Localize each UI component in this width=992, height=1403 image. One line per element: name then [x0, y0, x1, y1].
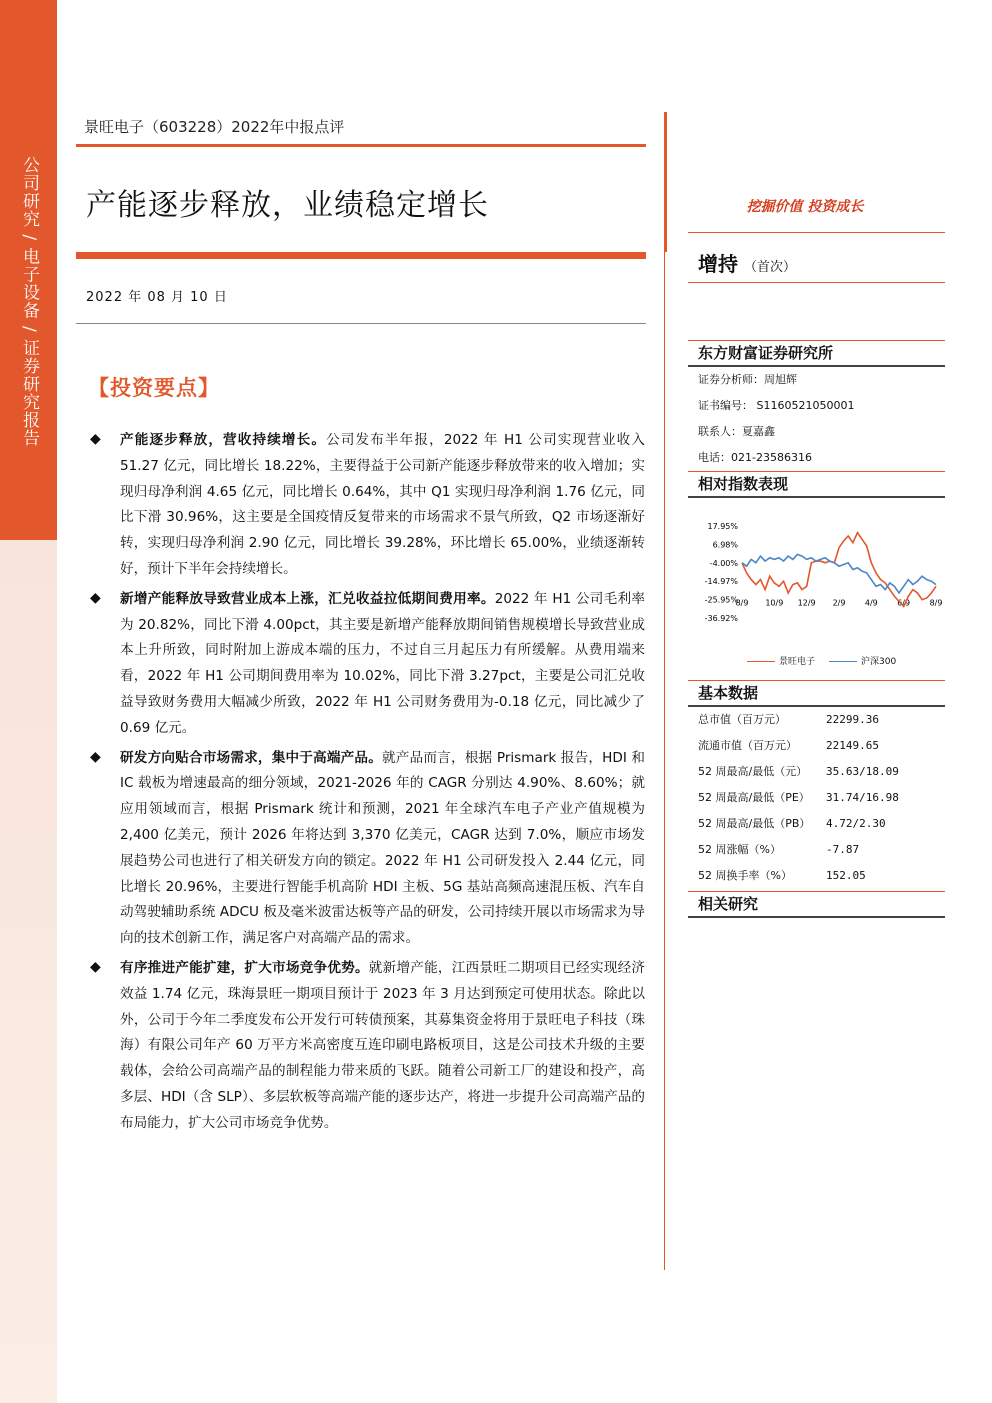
legend-swatch-icon	[747, 661, 775, 662]
rating-bottom-divider	[688, 282, 945, 283]
row-label: 52 周最高/最低（PB）	[698, 817, 811, 830]
y-tick-label: -4.00%	[709, 558, 738, 568]
row-value: 31.74/16.98	[826, 791, 899, 804]
sidebar	[0, 0, 57, 1403]
row-value: 4.72/2.30	[826, 817, 886, 830]
diamond-bullet-icon: ◆	[90, 431, 101, 447]
analyst: 证券分析师：周旭辉	[698, 373, 797, 386]
row-label: 52 周最高/最低（PE）	[698, 791, 810, 804]
institute-name: 东方财富证券研究所	[698, 344, 834, 362]
list-item	[90, 956, 645, 1137]
x-tick-label: 4/9	[864, 598, 878, 608]
series-line-2	[742, 554, 936, 593]
legend-item	[747, 654, 815, 667]
diamond-bullet-icon: ◆	[90, 589, 101, 606]
x-tick-label: 8/9	[735, 598, 749, 608]
bullet-body: 就产品而言，根据 Prismark 报告，HDI 和 IC 载板为增速最高的细分领域，2021-2026 年的 CAGR 分别达 4.90%、8.60%；就应用领域而言，根据 Prismark 统计和预测，2021 年全球汽车电子产业产值规模为 2,400 亿美元，预计 2026 年将达到 3,370 亿美元，CAGR 达到 7.0%，顺应市场发展趋势公司也进行了相关研发方向的锁定。2022 年 H1 公司研发投入 2.44 亿元，同比增长 20.96%，主要进行智能手机高阶 HDI 主板、5G 基站高频高速混压板、汽车自动驾驶辅助系统 ADCU 板及毫米波雷达板等产品的研发，公司持续开展以市场需求为导向的技术创新工作，满足客户对高端产品的需求。	[120, 749, 645, 947]
legend-label: 景旺电子	[779, 657, 816, 667]
sidebar-category-label: 公司研究 / 电子设备 / 证券研究报告	[19, 156, 39, 448]
y-tick-label: 17.95%	[707, 522, 738, 531]
basic-data-title: 基本数据	[698, 684, 759, 702]
certificate-number: 证书编号： S1160521050001	[698, 399, 855, 412]
row-label: 总市值（百万元）	[698, 713, 786, 726]
row-label: 52 周换手率（%）	[698, 869, 792, 882]
investment-points	[90, 428, 645, 1141]
row-label: 52 周最高/最低（元）	[698, 765, 808, 778]
legend-swatch-icon	[829, 661, 857, 662]
diamond-bullet-icon: ◆	[90, 748, 101, 765]
report-tag: 景旺电子（603228）2022年中报点评	[84, 118, 345, 136]
bullet-lead: 研发方向贴合市场需求，集中于高端产品。	[120, 749, 383, 766]
bullet-lead: 有序推进产能扩建，扩大市场竞争优势。	[120, 959, 369, 976]
row-value: 22149.65	[826, 739, 879, 752]
y-tick-label: -25.95%	[704, 595, 738, 605]
performance-title: 相对指数表现	[698, 475, 789, 493]
chart-svg	[700, 518, 943, 652]
table-row	[688, 759, 945, 785]
table-row	[688, 837, 945, 863]
bullet-body: 2022 年 H1 公司毛利率为 20.82%，同比下滑 4.00pct，其主要是新增产能释放期间销售规模增长导致营业成本上升所致，同时附加上游成本端的压力，不过自三月起压力有所缓解。从费用端来看，2022 年 H1 公司期间费用率为 10.02%，同比下滑 3.27pct，主要是公司汇兑收益导致财务费用大幅减少所致，2022 年 H1 公司财务费用为-0.18 亿元，同比减少了 0.69 亿元。	[120, 590, 646, 736]
y-tick-label: -36.92%	[704, 614, 738, 623]
bullet-body: 就新增产能，江西景旺二期项目已经实现经济效益 1.74 亿元，珠海景旺一期项目预计于 2023 年 3 月达到预定可使用状态。除此以外，公司于今年二季度发布公开发行可转债预案，其募集资金将用于景旺电子科技（珠海）有限公司年产 60 万平方米高密度互连印刷电路板项目，这是公司技术升级的主要载体，会给公司高端产品的制程能力带来质的飞跃。随着公司新工厂的建设和投产，高多层、HDI（含 SLP）、多层软板等高端产能的逐步达产，将进一步提升公司高端产品的布局能力，扩大公司市场竞争优势。	[120, 959, 646, 1131]
x-tick-label: 10/9	[765, 598, 784, 608]
x-tick-label: 2/9	[832, 598, 846, 608]
rating-value: 增持	[698, 252, 738, 276]
table-row	[688, 863, 945, 889]
date-divider	[76, 323, 646, 324]
chart-legend	[747, 654, 896, 667]
list-item	[90, 587, 645, 742]
institute-box	[688, 340, 945, 498]
column-divider-accent	[664, 112, 667, 252]
table-row	[688, 785, 945, 811]
page-title: 产能逐步释放，业绩稳定增长	[86, 188, 489, 223]
related-research-title: 相关研究	[698, 895, 759, 913]
series-line-1	[742, 533, 936, 607]
x-tick-label: 12/9	[797, 598, 816, 608]
y-tick-label: 6.98%	[712, 540, 738, 550]
row-label: 52 周涨幅（%）	[698, 843, 781, 856]
contact: 联系人：夏嘉鑫	[698, 425, 775, 438]
bullet-lead: 新增产能释放导致营业成本上涨，汇兑收益拉低期间费用率。	[120, 590, 495, 607]
y-tick-label: -14.97%	[704, 577, 738, 587]
legend-item	[829, 654, 896, 667]
table-row	[688, 811, 945, 837]
row-value: -7.87	[826, 843, 860, 856]
basic-data-table	[688, 707, 945, 889]
section-title: 【投资要点】	[88, 376, 220, 400]
row-label: 流通市值（百万元）	[698, 739, 797, 752]
report-date: 2022 年 08 月 10 日	[86, 290, 228, 305]
column-divider	[664, 112, 665, 1270]
x-tick-label: 6/9	[897, 598, 911, 608]
rating-note: （首次）	[744, 260, 797, 275]
rating-divider	[688, 232, 945, 233]
legend-label: 沪深300	[861, 657, 897, 667]
list-item	[90, 746, 645, 952]
bullet-body: 公司发布半年报，2022 年 H1 公司实现营业收入 51.27 亿元，同比增长 18.22%，主要得益于公司新产能逐步释放带来的收入增加；实现归母净利润 4.65 亿元，同比增长 0.64%，其中 Q1 实现归母净利润 1.76 亿元，同比下滑 30.96%，这主要是全国疫情反复带来的市场需求不景气所致，Q2 市场逐渐好转，实现归母净利润 2.90 亿元，同比增长 39.28%，环比增长 65.00%，业绩逐渐转好，预计下半年会持续增长。	[120, 432, 645, 577]
header-divider	[76, 144, 646, 147]
list-item	[90, 428, 645, 583]
rating	[698, 248, 796, 277]
phone: 电话：021-23586316	[698, 451, 812, 464]
diamond-bullet-icon: ◆	[90, 958, 101, 975]
slogan: 挖掘价值 投资成长	[746, 199, 864, 215]
row-value: 152.05	[826, 869, 866, 882]
report-header	[76, 112, 646, 147]
row-value: 22299.36	[826, 713, 879, 726]
table-row	[688, 707, 945, 733]
title-bar	[76, 252, 646, 259]
table-row	[688, 733, 945, 759]
row-value: 35.63/18.09	[826, 765, 899, 778]
bullet-lead: 产能逐步释放，营收持续增长。	[120, 432, 327, 448]
x-tick-label: 8/9	[929, 598, 943, 608]
basic-data-box	[688, 680, 945, 918]
